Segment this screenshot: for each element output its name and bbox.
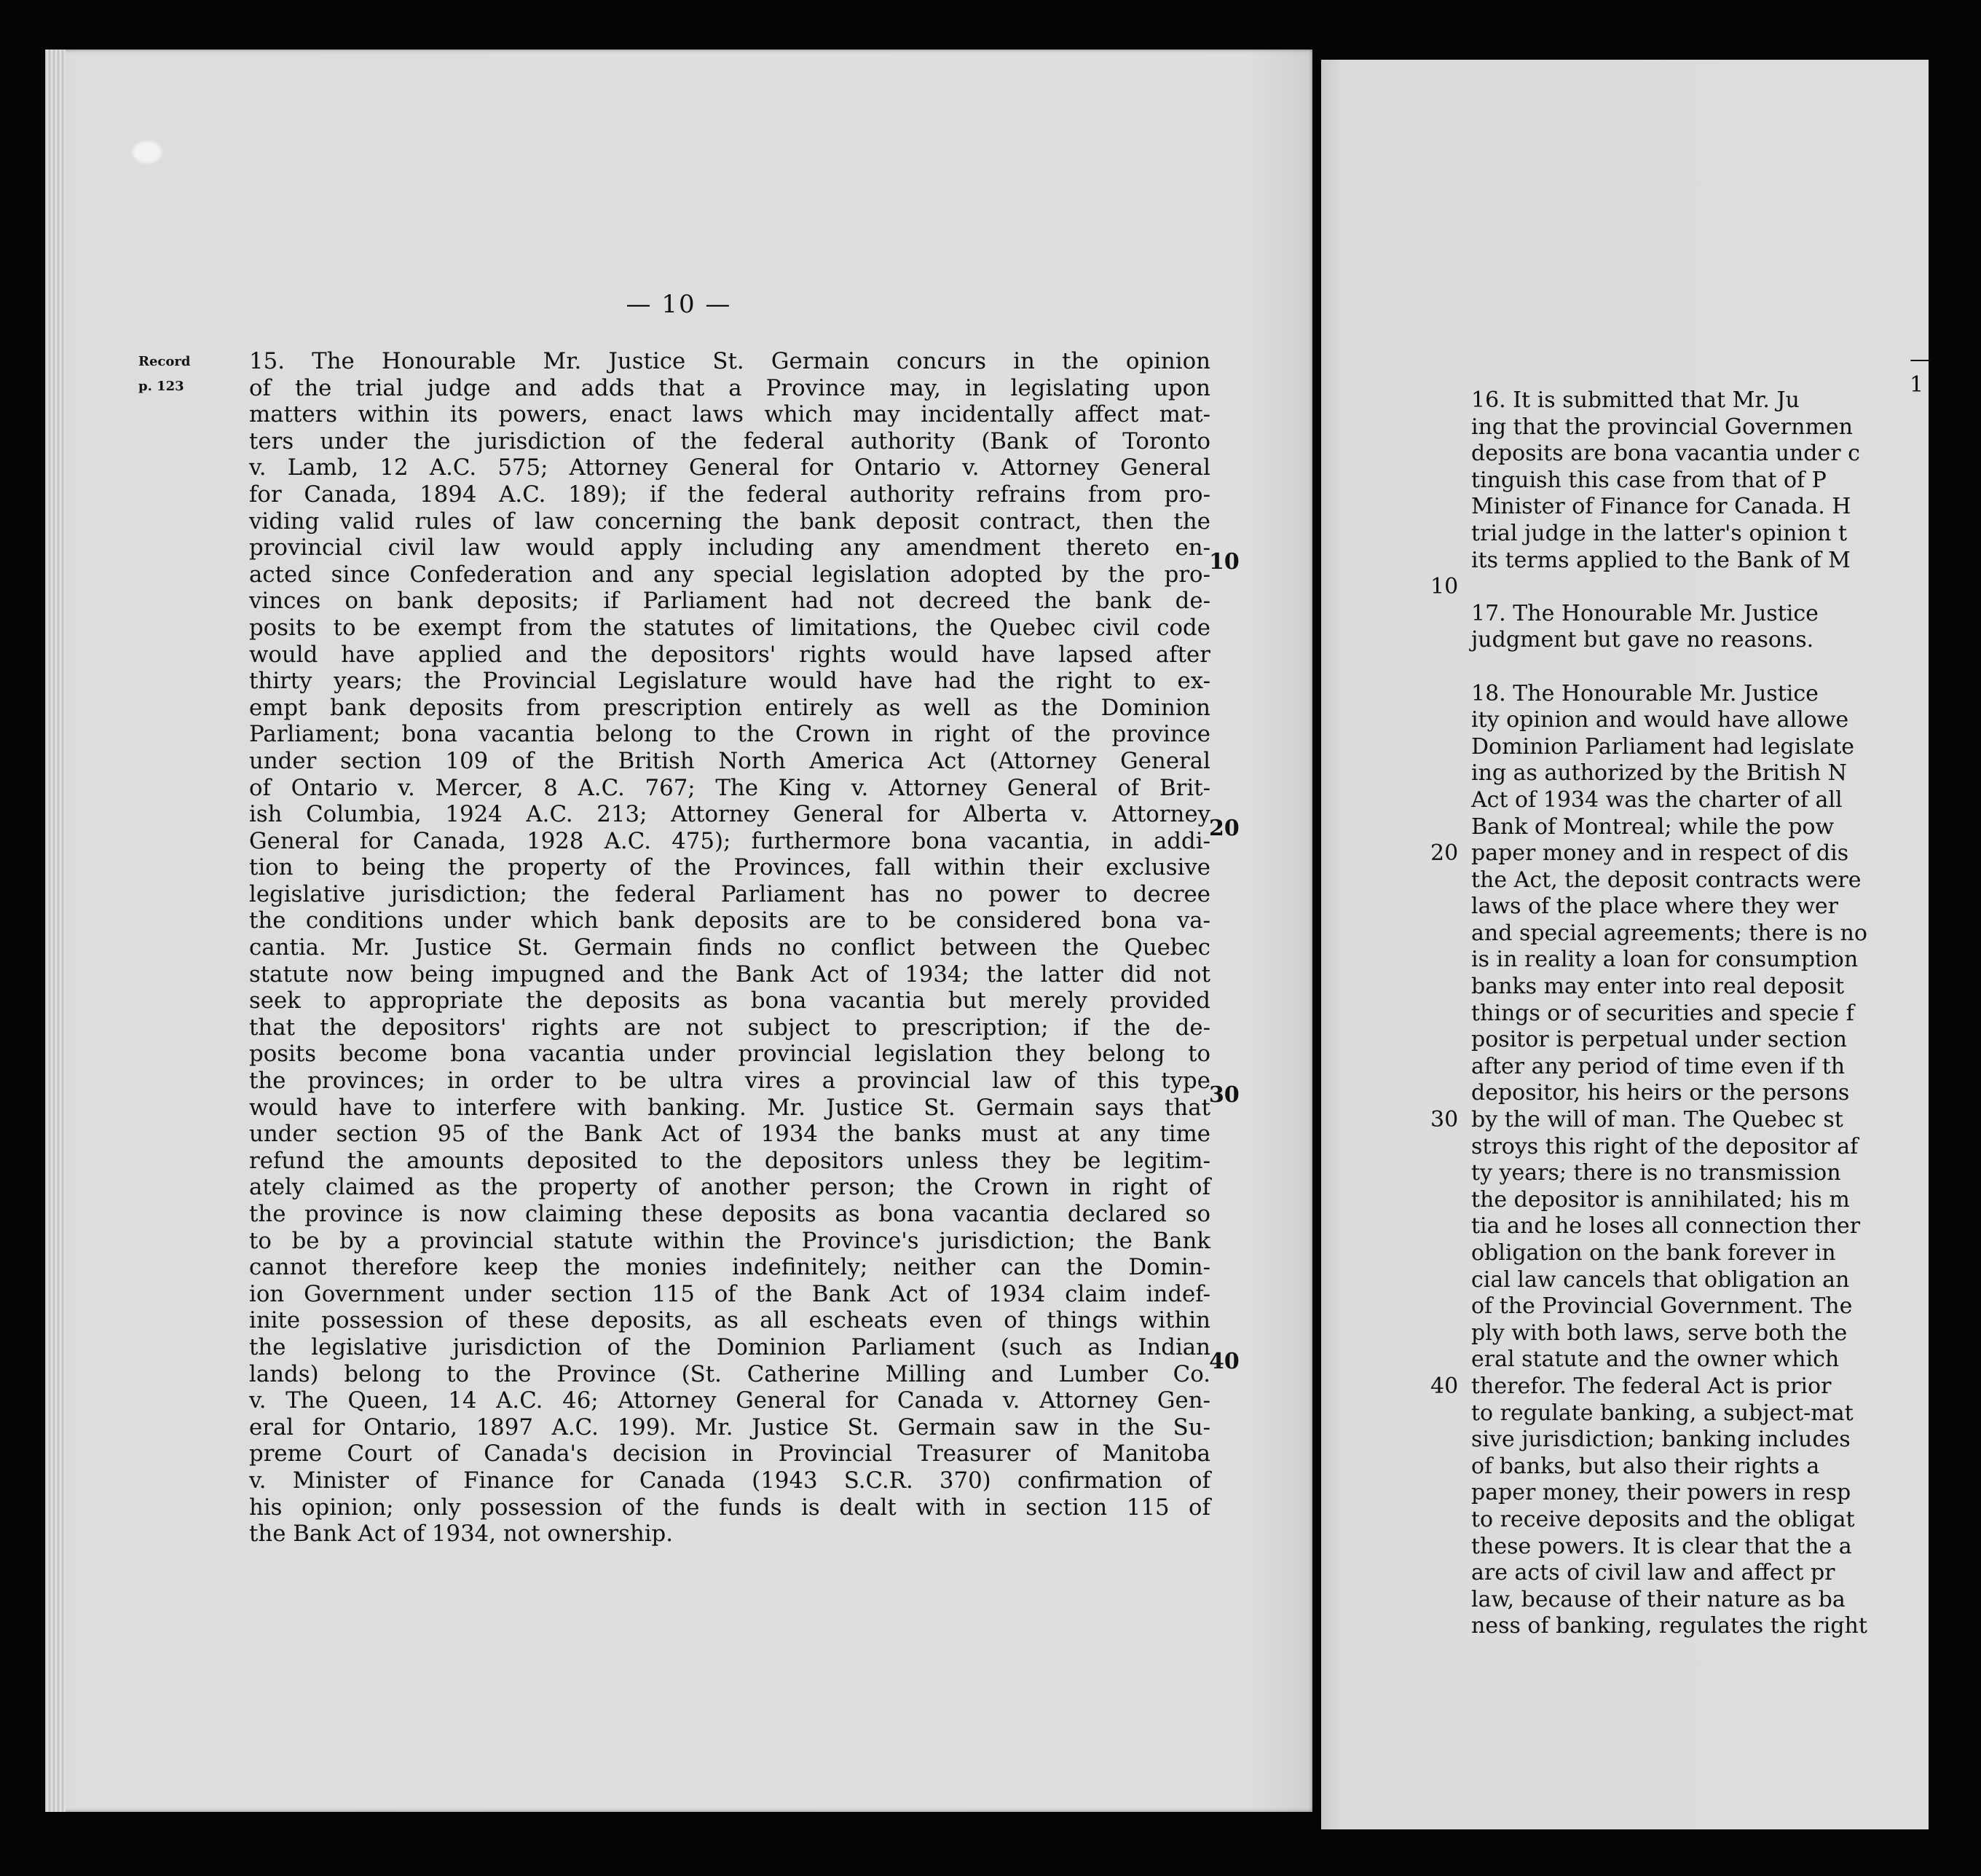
text-line: ty years; there is no transmission [1471,1160,1841,1186]
text-line: things or of securities and specie f [1471,1000,1854,1026]
text-line: thirty years; the Provincial Legislature would have had the right to ex- [249,668,1210,695]
text-line: that the depositors' rights are not subject to prescription; if the de- [249,1014,1210,1041]
text-line: and special agreements; there is no [1471,920,1867,946]
text-line: the depositor is annihilated; his m [1471,1186,1850,1213]
text-line: obligation on the bank forever in [1471,1240,1836,1266]
text-line: to regulate banking, a subject-mat [1471,1400,1854,1426]
text-line: stroys this right of the depositor af [1471,1133,1859,1159]
text-line: Dominion Parliament had legislate [1471,733,1855,760]
text-line: to receive deposits and the obligat [1471,1506,1855,1532]
text-line: vinces on bank deposits; if Parliament had not decreed the bank de- [249,588,1210,615]
text-line: v. Minister of Finance for Canada (1943 S.C.R. 370) confirmation of [249,1467,1210,1494]
text-line: sive jurisdiction; banking includes [1471,1427,1851,1453]
text-line: judgment but gave no reasons. [1471,627,1814,653]
text-line: these powers. It is clear that the a [1471,1533,1852,1559]
text-line: banks may enter into real deposit [1471,974,1845,1000]
text-line: deposits are bona vacantia under c [1471,441,1860,467]
text-line: is in reality a loan for consumption [1471,947,1859,973]
text-line: inite possession of these deposits, as all escheats even of things within [249,1307,1210,1334]
text-line: for Canada, 1894 A.C. 189); if the federal authority refrains from pro- [249,481,1210,508]
text-line: his opinion; only possession of the funds is dealt with in section 115 of [249,1494,1210,1521]
text-line: ply with both laws, serve both the [1471,1320,1848,1346]
text-line: cantia. Mr. Justice St. Germain finds no conflict between the Quebec [249,934,1210,961]
text-line: ing that the provincial Governmen [1471,414,1853,440]
text-line: positor is perpetual under section [1471,1027,1847,1053]
text-line: Bank of Montreal; while the pow [1471,813,1835,840]
text-line: ion Government under section 115 of the Bank Act of 1934 claim indef- [249,1280,1210,1307]
text-line: the Bank Act of 1934, not ownership. [249,1521,674,1548]
line-marker-20: 20 [1209,816,1240,841]
paragraph-gap [1471,574,1981,601]
text-line: depositor, his heirs or the persons [1471,1080,1850,1106]
text-line: laws of the place where they wer [1471,894,1839,920]
text-line: trial judge in the latter's opinion t [1471,520,1848,546]
text-line: posits become bona vacantia under provincial legislation they belong to [249,1041,1210,1068]
text-line: Parliament; bona vacantia belong to the Crown in right of the province [249,721,1210,748]
record-label: Record [138,354,191,369]
line-marker-30: 30 [1209,1082,1240,1108]
text-line: posits to be exempt from the statutes of limitations, the Quebec civil code [249,614,1210,641]
left-page [45,50,1312,1812]
text-line: legislative jurisdiction; the federal Parliament has no power to decree [249,880,1210,907]
text-line: 18. The Honourable Mr. Justice [1471,680,1819,706]
text-line: 17. The Honourable Mr. Justice [1471,600,1819,626]
text-line: viding valid rules of law concerning the bank deposit contract, then the [249,508,1210,535]
text-line: are acts of civil law and affect pr [1471,1560,1835,1586]
text-line: matters within its powers, enact laws which may incidentally affect mat- [249,401,1210,428]
paragraph-gap [1471,654,1981,681]
text-line: empt bank deposits from prescription entirely as well as the Dominion [249,694,1210,721]
text-line: by the will of man. The Quebec st [1471,1107,1843,1133]
text-line: the Act, the deposit contracts were [1471,867,1862,893]
text-line: the conditions under which bank deposits are to be considered bona va- [249,907,1210,934]
text-line: of the Provincial Government. The [1471,1293,1853,1320]
text-line: ing as authorized by the British N [1471,760,1847,787]
line-marker-10: 10 [1209,549,1240,575]
right-page-number-fragment: — 1 [1910,347,1931,398]
text-line: lands) belong to the Province (St. Catherine Milling and Lumber Co. [249,1360,1210,1387]
text-line: of banks, but also their rights a [1471,1453,1820,1479]
text-line: tia and he loses all connection ther [1471,1213,1861,1240]
text-line: General for Canada, 1928 A.C. 475); furthermore bona vacantia, in addi- [249,827,1210,854]
text-line: the province is now claiming these deposits as bona vacantia declared so [249,1201,1210,1227]
text-line: tion to being the property of the Provinces, fall within their exclusive [249,854,1210,881]
text-line: 15. The Honourable Mr. Justice St. Germain concurs in the opinion [249,348,1210,374]
text-line: v. Lamb, 12 A.C. 575; Attorney General for Ontario v. Attorney General [249,454,1210,481]
text-line: provincial civil law would apply including any amendment thereto en- [249,535,1210,561]
right-line-marker-10: 10 [1430,574,1459,599]
text-line: under section 109 of the British North America Act (Attorney General [249,747,1210,774]
text-line: the legislative jurisdiction of the Dominion Parliament (such as Indian [249,1333,1210,1360]
text-line: acted since Confederation and any special legislation adopted by the pro- [249,561,1210,588]
text-line: of Ontario v. Mercer, 8 A.C. 767; The King v. Attorney General of Brit- [249,774,1210,801]
page-number: — 10 — [626,290,732,319]
text-line: cannot therefore keep the monies indefinitely; neither can the Domin- [249,1254,1210,1281]
record-page-reference: p. 123 [138,379,184,394]
text-line: would have applied and the depositors' rights would have lapsed after [249,641,1210,668]
text-line: would have to interfere with banking. Mr. Justice St. Germain says that [249,1094,1210,1121]
right-line-marker-20: 20 [1430,840,1459,866]
text-line: ity opinion and would have allowe [1471,707,1849,733]
text-line: tinguish this case from that of P [1471,467,1827,493]
text-line: eral statute and the owner which [1471,1347,1840,1373]
text-line: law, because of their nature as ba [1471,1586,1846,1612]
text-line: preme Court of Canada's decision in Provincial Treasurer of Manitoba [249,1440,1210,1467]
text-line: under section 95 of the Bank Act of 1934 the banks must at any time [249,1121,1210,1148]
text-line: ness of banking, regulates the right [1471,1613,1867,1639]
text-line: paper money and in respect of dis [1471,840,1849,867]
text-line: the provinces; in order to be ultra vires a provincial law of this type [249,1068,1210,1095]
text-line: 16. It is submitted that Mr. Ju [1471,387,1800,413]
text-line: v. The Queen, 14 A.C. 46; Attorney General for Canada v. Attorney Gen- [249,1387,1210,1414]
line-marker-40: 40 [1209,1349,1240,1374]
right-page-body [1471,387,1981,1640]
text-line: therefor. The federal Act is prior [1471,1373,1832,1399]
paragraph-15-body [249,348,1210,1548]
text-line: ately claimed as the property of another person; the Crown in right of [249,1174,1210,1201]
text-line: ters under the jurisdiction of the federal authority (Bank of Toronto [249,427,1210,454]
text-line: after any period of time even if th [1471,1053,1846,1079]
text-line: Minister of Finance for Canada. H [1471,494,1851,520]
text-line: statute now being impugned and the Bank Act of 1934; the latter did not [249,961,1210,988]
text-line: cial law cancels that obligation an [1471,1266,1850,1293]
text-line: paper money, their powers in resp [1471,1480,1851,1506]
text-line: ish Columbia, 1924 A.C. 213; Attorney General for Alberta v. Attorney [249,801,1210,828]
text-line: refund the amounts deposited to the depositors unless they be legitim- [249,1147,1210,1174]
record-margin-note [138,350,190,399]
right-line-marker-40: 40 [1430,1374,1459,1399]
text-line: its terms applied to the Bank of M [1471,547,1851,573]
text-line: of the trial judge and adds that a Province may, in legislating upon [249,374,1210,401]
text-line: to be by a provincial statute within the Province's jurisdiction; the Bank [249,1227,1210,1254]
right-page [1321,60,1929,1829]
text-line: eral for Ontario, 1897 A.C. 199). Mr. Justice St. Germain saw in the Su- [249,1414,1210,1440]
scan-smudge [133,141,162,163]
right-line-marker-30: 30 [1430,1107,1459,1132]
text-line: seek to appropriate the deposits as bona vacantia but merely provided [249,988,1210,1014]
text-line: Act of 1934 was the charter of all [1471,787,1843,813]
